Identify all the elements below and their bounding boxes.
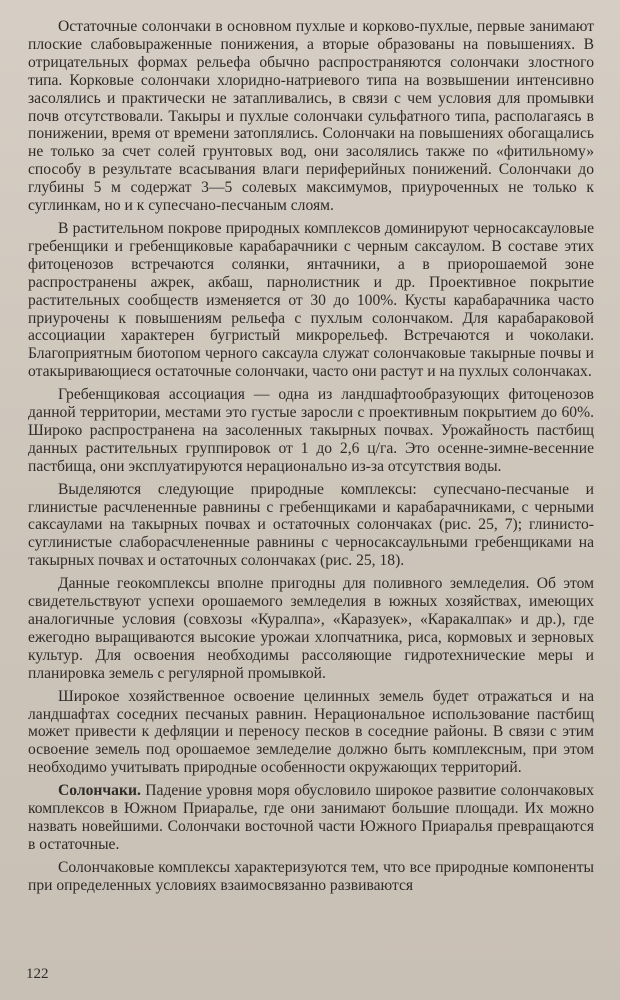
paragraph-text: Данные геокомплексы вполне пригодны для поливного земледелия. Об этом свидетельствуют успехи орошаемого земледелия в южных хозяйствах, имеющих аналогичные условия (совхозы «Куралпа», «Каразуек», «Каракалпак» и др.), где ежегодно выращиваются высокие урожаи хлопчатника, риса, кормовых и зерновых культур. Для освоения необходимы рассоляющие гидротехнические меры и планировка земель с регулярной промывкой. [28, 575, 594, 682]
paragraph-text: Солончаковые комплексы характеризуются тем, что все природные компоненты при определенных условиях взаимосвязанно развиваются [28, 858, 594, 894]
paragraph-4 [28, 481, 594, 571]
paragraph-text: Остаточные солончаки в основном пухлые и корково-пухлые, первые занимают плоские слабовыраженные понижения, а вторые образованы на повышениях. В отрицательных формах рельефа обычно распространяются солончаки злостного типа. Корковые солончаки хлоридно-натриевого типа на возвышении интенсивно засолялись и практически не затапливались, в связи с чем условия для промывки почв отсутствовали. Такыры и пухлые солончаки сульфатного типа, располагаясь в понижении, время от времени затоплялись. Солончаки на повышениях обогащались не только за счет солей грунтовых вод, они засолялись также по «фитильному» способу в результате всасывания влаги периферийных понижений. Солончаки до глубины 5 м содержат 3—5 солевых максимумов, приуроченных не только к суглинкам, но и к супесчано-песчаным слоям. [28, 18, 594, 215]
paragraph-2 [28, 220, 594, 381]
paragraph-text: Гребенщиковая ассоциация — одна из ландшафтообразующих фитоценозов данной территории, местами это густые заросли с проективным покрытием до 60%. Широко распространена на засоленных такырных почвах. Урожайность пастбищ данных растительных группировок от 1 до 2,6 ц/га. Это осенне-зимне-весенние пастбища, они эксплуатируются нерационально из-за отсутствия воды. [28, 386, 594, 475]
paragraph-8 [28, 859, 594, 895]
paragraph-5 [28, 575, 594, 682]
paragraph-text: Падение уровня моря обусловило широкое развитие солончаковых комплексов в Южном Приаралье, где они занимают большие площади. Их можно назвать новейшими. Солончаки восточной части Южного Приаралья превращаются в остаточные. [28, 782, 594, 853]
body-text [28, 18, 594, 900]
paragraph-3 [28, 386, 594, 476]
paragraph-text: Широкое хозяйственное освоение целинных земель будет отражаться и на ландшафтах соседних песчаных равнин. Нерациональное использование пастбищ может привести к дефляции и переносу песков в соседние районы. В связи с этим освоение земель под орошаемое земледелие должно быть комплексным, при этом необходимо учитывать природные особенности окружающих территорий. [28, 687, 594, 777]
paragraph-1 [28, 18, 594, 215]
page-number: 122 [26, 966, 49, 982]
paragraph-text: В растительном покрове природных комплексов доминируют черносаксауловые гребенщики и гребенщиковые карабарачники с черным саксаулом. В составе этих фитоценозов встречаются солянки, янтачники, а в приорошаемой зоне распространены ажрек, акбаш, парнолистник и др. Проективное покрытие растительных сообществ изменяется от 30 до 100%. Кусты карабарачника часто приурочены к повышениям рельефа с пухлым солончаком. Для карабараковой ассоциации характерен бугристый микрорельеф. Встречаются и чоколаки. Благоприятным биотопом черного саксаула служат солончаковые такырные почвы и отакыривающиеся остаточные солончаки, часто они растут и на пухлых солончаках. [28, 219, 594, 381]
paragraph-6 [28, 688, 594, 778]
paragraph-text: Выделяются следующие природные комплексы: супесчано-песчаные и глинистые расчлененные равнины с гребенщиками и карабарачниками, с черными саксаулами на такырных почвах и остаточных солончаках (рис. 25, 7); глинисто-суглинистые слаборасчлененные равнины с черносаксаульными гребенщиками на такырных почвах и остаточных солончаках (рис. 25, 18). [28, 480, 594, 570]
paragraph-7 [28, 782, 594, 854]
paragraph-lead: Солончаки. [58, 782, 141, 800]
